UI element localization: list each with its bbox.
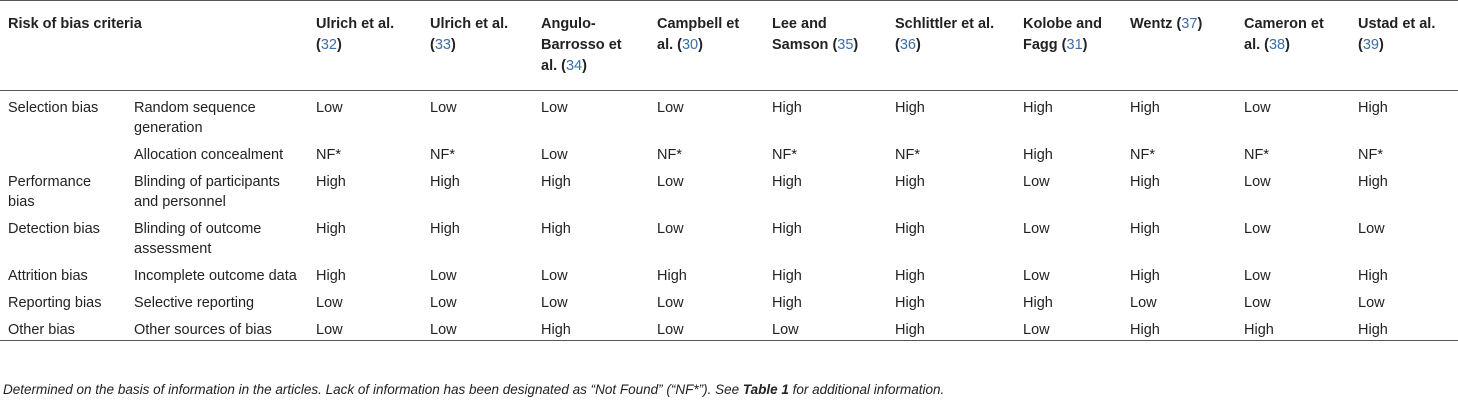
bias-category: Performance bias: [8, 174, 92, 210]
study-column-header: Lee and Samson (35): [764, 1, 887, 91]
risk-rating-cell: Low: [1358, 295, 1385, 311]
study-name: Angulo-Barrosso et al.: [541, 16, 622, 74]
study-name: Ulrich et al.: [430, 16, 509, 32]
risk-rating-cell: High: [1358, 100, 1388, 116]
study-name: Lee and Samson: [772, 16, 829, 53]
risk-rating-cell: Low: [1244, 100, 1271, 116]
risk-rating-cell: High: [772, 268, 802, 284]
risk-rating-cell: Low: [1244, 174, 1271, 190]
risk-rating-cell: High: [1130, 268, 1160, 284]
risk-rating-cell: Low: [657, 174, 684, 190]
bias-criterion: Allocation concealment: [134, 147, 284, 163]
risk-rating-cell: Low: [1023, 268, 1050, 284]
risk-rating-cell: High: [430, 221, 460, 237]
risk-rating-cell: High: [1236, 313, 1350, 341]
table-row: [0, 313, 1458, 341]
bias-category: Reporting bias: [8, 295, 102, 311]
risk-rating-cell: Low: [649, 313, 764, 341]
risk-rating-cell: High: [887, 313, 1015, 341]
risk-rating-cell: Low: [430, 295, 457, 311]
risk-rating-cell: High: [1350, 313, 1458, 341]
footnote-table-ref: Table 1: [742, 382, 789, 397]
risk-rating-cell: Low: [1244, 295, 1271, 311]
criteria-header: Risk of bias criteria: [0, 1, 308, 91]
risk-rating-cell: High: [1130, 221, 1160, 237]
study-column-header: Cameron et al. (38): [1236, 1, 1350, 91]
bias-criterion: Random sequence generation: [134, 100, 256, 136]
table-row: [0, 91, 1458, 139]
bias-category: Other bias: [0, 313, 126, 341]
table-row: [0, 165, 1458, 212]
risk-rating-cell: Low: [764, 313, 887, 341]
bias-category: Attrition bias: [8, 268, 88, 284]
risk-rating-cell: Low: [316, 295, 343, 311]
risk-rating-cell: High: [895, 295, 925, 311]
study-column-header: Kolobe and Fagg (31): [1015, 1, 1122, 91]
risk-rating-cell: High: [895, 268, 925, 284]
risk-rating-cell: Low: [541, 268, 568, 284]
risk-rating-cell: High: [541, 174, 571, 190]
risk-rating-cell: High: [772, 100, 802, 116]
risk-rating-cell: Low: [430, 100, 457, 116]
study-column-header: Ulrich et al. (32): [308, 1, 422, 91]
risk-rating-cell: High: [895, 174, 925, 190]
risk-rating-cell: Low: [541, 100, 568, 116]
risk-rating-cell: Low: [541, 147, 568, 163]
risk-rating-cell: Low: [1244, 221, 1271, 237]
risk-rating-cell: High: [1023, 100, 1053, 116]
study-column-header: Campbell et al. (30): [649, 1, 764, 91]
table-row: [0, 259, 1458, 286]
risk-rating-cell: High: [541, 221, 571, 237]
study-name: Kolobe and Fagg: [1023, 16, 1102, 53]
study-column-header: Wentz (37): [1122, 1, 1236, 91]
table-row: [0, 138, 1458, 165]
risk-rating-cell: NF*: [895, 147, 920, 163]
risk-rating-cell: High: [895, 100, 925, 116]
risk-rating-cell: High: [1023, 295, 1053, 311]
risk-rating-cell: NF*: [316, 147, 341, 163]
risk-rating-cell: Low: [1130, 295, 1157, 311]
risk-rating-cell: High: [430, 174, 460, 190]
bias-criterion: Selective reporting: [134, 295, 255, 311]
reference-link[interactable]: 30: [681, 37, 699, 53]
study-name: Ulrich et al.: [316, 16, 395, 32]
risk-rating-cell: High: [1130, 174, 1160, 190]
risk-rating-cell: High: [533, 313, 649, 341]
risk-rating-cell: Low: [541, 295, 568, 311]
study-column-header: Schlittler et al. (36): [887, 1, 1015, 91]
reference-link[interactable]: 36: [899, 37, 916, 53]
study-name: Cameron et al.: [1244, 16, 1324, 53]
reference-link[interactable]: 37: [1181, 16, 1198, 32]
risk-rating-cell: Low: [657, 100, 684, 116]
risk-rating-cell: High: [657, 268, 687, 284]
risk-rating-cell: NF*: [1358, 147, 1383, 163]
risk-rating-cell: Low: [422, 313, 533, 341]
table-header-row: [0, 1, 1458, 91]
reference-link[interactable]: 32: [320, 37, 337, 53]
study-column-header: Ulrich et al. (33): [422, 1, 533, 91]
risk-rating-cell: High: [1122, 313, 1236, 341]
risk-rating-cell: Low: [430, 268, 457, 284]
bias-criterion: Blinding of participants and personnel: [134, 174, 280, 210]
reference-link[interactable]: 35: [837, 37, 854, 53]
risk-rating-cell: NF*: [430, 147, 455, 163]
risk-rating-cell: Low: [657, 295, 684, 311]
bias-criterion: Other sources of bias: [126, 313, 308, 341]
risk-rating-cell: High: [895, 221, 925, 237]
study-column-header: Angulo-Barrosso et al. (34): [533, 1, 649, 91]
risk-rating-cell: NF*: [657, 147, 682, 163]
risk-rating-cell: High: [1358, 174, 1388, 190]
table-footnote: [3, 382, 944, 397]
reference-link[interactable]: 31: [1066, 37, 1083, 53]
table-row: [0, 212, 1458, 259]
study-name: Wentz: [1130, 16, 1173, 32]
risk-rating-cell: Low: [1015, 313, 1122, 341]
reference-link[interactable]: 38: [1268, 37, 1286, 53]
risk-rating-cell: High: [316, 174, 346, 190]
reference-link[interactable]: 33: [434, 37, 451, 53]
risk-rating-cell: Low: [1023, 174, 1050, 190]
risk-rating-cell: Low: [1244, 268, 1271, 284]
risk-rating-cell: NF*: [1244, 147, 1269, 163]
risk-rating-cell: High: [772, 295, 802, 311]
table-row: [0, 286, 1458, 313]
risk-rating-cell: NF*: [772, 147, 797, 163]
risk-rating-cell: High: [1358, 268, 1388, 284]
study-name: Campbell et al.: [657, 16, 740, 53]
risk-rating-cell: High: [1023, 147, 1053, 163]
risk-rating-cell: High: [316, 221, 346, 237]
risk-rating-cell: Low: [657, 221, 684, 237]
risk-rating-cell: High: [1130, 100, 1160, 116]
study-name: Ustad et al.: [1358, 16, 1436, 32]
risk-rating-cell: Low: [1023, 221, 1050, 237]
risk-rating-cell: High: [316, 268, 346, 284]
study-name: Schlittler et al.: [895, 16, 995, 32]
bias-criterion: Blinding of outcome assessment: [134, 221, 262, 257]
reference-link[interactable]: 39: [1362, 37, 1379, 53]
footnote-text-after: for additional information.: [788, 382, 945, 397]
study-column-header: Ustad et al. (39): [1350, 1, 1458, 91]
risk-rating-cell: High: [772, 221, 802, 237]
bias-category: Detection bias: [8, 221, 100, 237]
bias-category: [0, 138, 126, 165]
reference-link[interactable]: 34: [565, 58, 583, 74]
risk-rating-cell: Low: [1358, 221, 1385, 237]
bias-criterion: Incomplete outcome data: [134, 268, 297, 284]
footnote-text-before: Determined on the basis of information in the articles. Lack of information has been designated as “Not Found” (“NF*”). See: [3, 382, 743, 397]
risk-rating-cell: Low: [316, 100, 343, 116]
bias-category: Selection bias: [8, 100, 99, 116]
risk-rating-cell: High: [772, 174, 802, 190]
table-body: [0, 91, 1458, 341]
risk-rating-cell: NF*: [1130, 147, 1155, 163]
risk-rating-cell: Low: [308, 313, 422, 341]
